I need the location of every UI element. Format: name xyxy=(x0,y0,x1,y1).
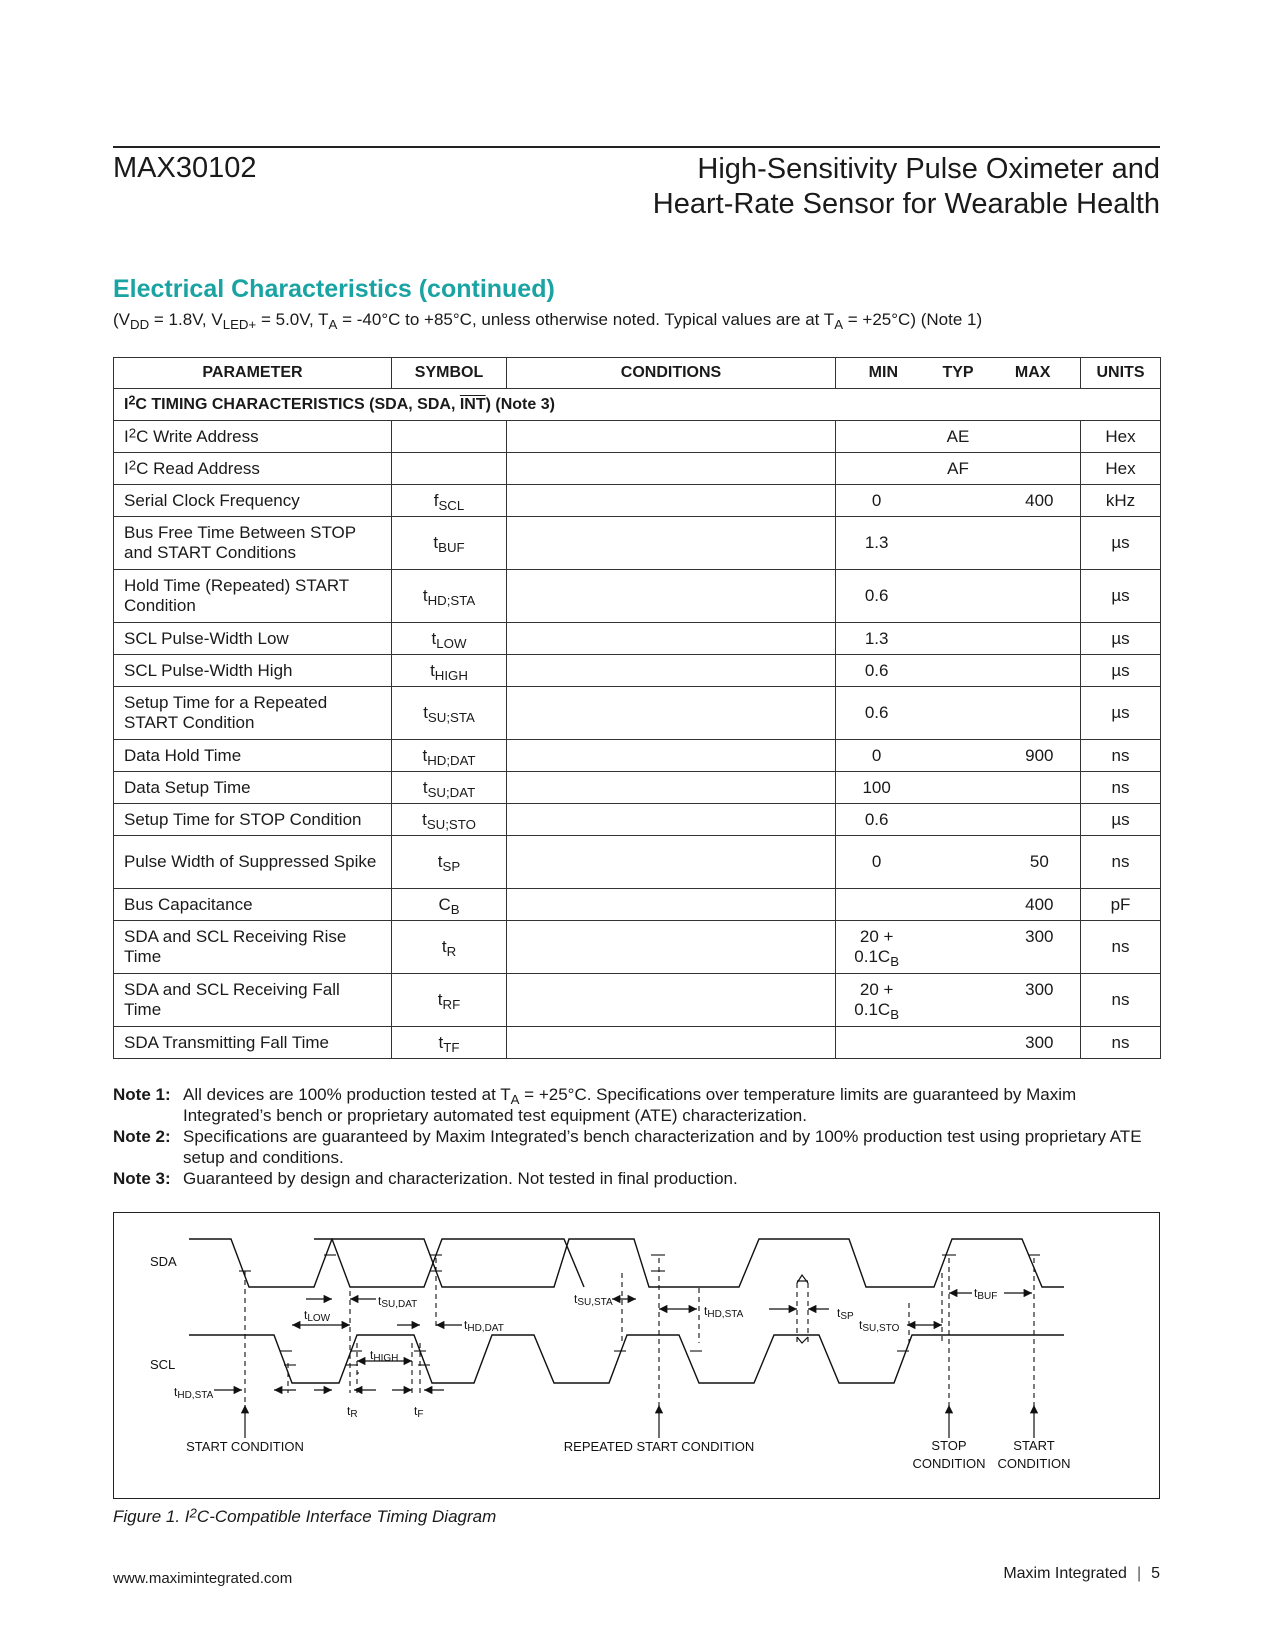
cell-parameter: Pulse Width of Suppressed Spike xyxy=(114,836,392,889)
cell-max: 300 xyxy=(1025,927,1054,946)
start-label: START xyxy=(1013,1438,1055,1453)
note-2: Note 2: Specifications are guaranteed by Maxim Integrated’s bench characterization and by 100% production test using proprietary ATE setup and conditions. xyxy=(113,1127,1142,1167)
cell-typ xyxy=(917,491,998,511)
cell-max xyxy=(999,427,1080,447)
cell-typ xyxy=(917,852,998,872)
cell-units: µs xyxy=(1081,570,1161,623)
cell-max: 300 xyxy=(1025,980,1054,999)
cell-symbol xyxy=(392,453,507,485)
cell-conditions xyxy=(507,570,836,623)
stop-condition-label: CONDITION xyxy=(912,1456,986,1471)
cell-max xyxy=(999,459,1080,479)
cell-conditions xyxy=(507,517,836,570)
cell-min xyxy=(836,1033,917,1053)
cell-max xyxy=(999,661,1080,681)
table-row xyxy=(114,889,1161,921)
cell-min-typ-max xyxy=(836,1027,1081,1059)
table-row xyxy=(114,517,1161,570)
cell-symbol: $t_{SU;STO}$ xyxy=(392,804,507,836)
tsu-sta-label: tSU,STA xyxy=(574,1292,613,1308)
note-3: Note 3: Guaranteed by design and characterization. Not tested in final production. xyxy=(113,1169,738,1188)
cell-max: 300 xyxy=(1025,1032,1054,1052)
cell-conditions xyxy=(507,740,836,772)
thd-dat-label: tHD,DAT xyxy=(464,1318,504,1334)
cell-max xyxy=(999,778,1080,798)
i2c-timing-diagram xyxy=(114,1213,1159,1498)
repeated-start-label: REPEATED START CONDITION xyxy=(563,1439,755,1454)
cell-typ xyxy=(917,778,998,798)
cell-min-typ-max xyxy=(836,889,1081,921)
cell-min xyxy=(836,459,917,479)
table-row xyxy=(114,485,1161,517)
cell-typ: AE xyxy=(946,426,970,446)
cell-min: 0 xyxy=(871,490,882,510)
cell-conditions xyxy=(507,974,836,1027)
cell-min-typ-max xyxy=(836,804,1081,836)
header-min-typ-max: MIN TYP MAX xyxy=(836,358,1081,389)
cell-min-typ-max xyxy=(836,687,1081,740)
cell-parameter: SCL Pulse-Width Low xyxy=(114,623,392,655)
cell-parameter: $I^2C$ Write Address xyxy=(114,421,392,453)
thd-sta-label: tHD,STA xyxy=(704,1304,744,1320)
cell-parameter: SCL Pulse-Width High xyxy=(114,655,392,687)
cell-max: 400 xyxy=(1025,490,1054,510)
cell-min-typ-max xyxy=(836,517,1081,570)
cell-typ xyxy=(917,980,998,1020)
cell-min-typ-max xyxy=(836,623,1081,655)
figure-caption: Figure 1. $I^2C$-Compatible Interface Timing Diagram xyxy=(113,1505,497,1526)
cell-min: $20 + 0.1C_B$ xyxy=(854,927,900,969)
cell-symbol: $t_{SU;STA}$ xyxy=(392,687,507,740)
tbuf-label: tBUF xyxy=(974,1286,998,1302)
cell-symbol: $t_{LOW}$ xyxy=(392,623,507,655)
title-line-1: High-Sensitivity Pulse Oximeter and xyxy=(697,153,1160,185)
cell-parameter: Data Setup Time xyxy=(114,772,392,804)
cell-conditions xyxy=(507,772,836,804)
cell-symbol: $t_{BUF}$ xyxy=(392,517,507,570)
cell-typ xyxy=(917,533,998,553)
cell-parameter: SDA Transmitting Fall Time xyxy=(114,1027,392,1059)
table-row xyxy=(114,421,1161,453)
cell-symbol: $t_R$ xyxy=(392,921,507,974)
cell-typ xyxy=(917,1033,998,1053)
cell-typ: AF xyxy=(947,458,969,478)
cell-max xyxy=(999,533,1080,553)
cell-parameter: Data Hold Time xyxy=(114,740,392,772)
cell-min-typ-max xyxy=(836,836,1081,889)
header-parameter: PARAMETER xyxy=(114,358,392,389)
cell-max xyxy=(999,586,1080,606)
cell-units: ns xyxy=(1081,772,1161,804)
section-title: Electrical Characteristics (continued) xyxy=(113,275,555,303)
cell-symbol: $t_{RF}$ xyxy=(392,974,507,1027)
cell-symbol: $t_{HIGH}$ xyxy=(392,655,507,687)
thd-sta-left-label: tHD,STA xyxy=(174,1385,214,1401)
cell-min-typ-max xyxy=(836,655,1081,687)
cell-min: 0.6 xyxy=(864,809,889,829)
cell-min: 1.3 xyxy=(864,533,889,552)
cell-units: ns xyxy=(1081,921,1161,974)
table-row xyxy=(114,740,1161,772)
cell-typ xyxy=(917,629,998,649)
footer-url[interactable]: www.maximintegrated.com xyxy=(113,1570,293,1587)
cell-units: pF xyxy=(1081,889,1161,921)
cell-parameter: Setup Time for STOP Condition xyxy=(114,804,392,836)
cell-max: 50 xyxy=(1029,852,1049,871)
cell-max xyxy=(999,810,1080,830)
cell-conditions xyxy=(507,1027,836,1059)
start-condition-label: START CONDITION xyxy=(186,1439,304,1454)
note-1: Note 1: All devices are 100% production tested at $T_A = +25^\circ C$. Specifications over temperature limits are guaranteed by Maxim Integrated’s bench or proprietary automated test equipment (ATE) characterization. xyxy=(113,1085,1077,1125)
cell-symbol: $t_{SU;DAT}$ xyxy=(392,772,507,804)
cell-min-typ-max xyxy=(836,421,1081,453)
tsu-sto-label: tSU,STO xyxy=(859,1318,900,1334)
cell-min: $20 + 0.1C_B$ xyxy=(854,980,900,1022)
cell-min: 0.6 xyxy=(864,586,889,605)
cell-symbol: $t_{HD;STA}$ xyxy=(392,570,507,623)
cell-symbol: $t_{SP}$ xyxy=(392,836,507,889)
start-condition-label-2: CONDITION xyxy=(997,1456,1071,1471)
tsp-label: tSP xyxy=(837,1306,854,1322)
cell-typ xyxy=(917,661,998,681)
timing-diagram-frame xyxy=(113,1212,1160,1499)
cell-min-typ-max xyxy=(836,921,1081,974)
cell-symbol: $t_{TF}$ xyxy=(392,1027,507,1059)
header-rule xyxy=(113,146,1160,148)
cell-symbol: $C_B$ xyxy=(392,889,507,921)
cell-conditions xyxy=(507,921,836,974)
cell-units: kHz xyxy=(1081,485,1161,517)
cell-symbol: $f_{SCL}$ xyxy=(392,485,507,517)
cell-conditions xyxy=(507,623,836,655)
group-heading: $I^2C$ TIMING CHARACTERISTICS (SDA, SDA, $\overline{INT}$) (Note 3) xyxy=(114,389,1161,421)
electrical-characteristics-table xyxy=(113,357,1161,1059)
cell-conditions xyxy=(507,655,836,687)
cell-parameter: Bus Capacitance xyxy=(114,889,392,921)
cell-min: 0 xyxy=(871,852,882,871)
cell-units: ns xyxy=(1081,836,1161,889)
cell-typ xyxy=(917,810,998,830)
tf-label: tF xyxy=(414,1404,424,1420)
cell-min-typ-max xyxy=(836,570,1081,623)
cell-units: Hex xyxy=(1081,421,1161,453)
cell-conditions xyxy=(507,804,836,836)
cell-parameter: Hold Time (Repeated) START Condition xyxy=(114,570,392,623)
cell-min-typ-max xyxy=(836,453,1081,485)
cell-units: µs xyxy=(1081,687,1161,740)
cell-typ xyxy=(917,895,998,915)
scl-label: SCL xyxy=(150,1357,176,1372)
test-conditions: ($V_{DD} = 1.8V$, $V_{LED+} = 5.0V$, $T_A = -40^\circ C$ to +85°C, unless otherwise noted. Typical values are at $T_A = +25^\circ C$) (Note 1) xyxy=(113,310,983,332)
cell-min-typ-max xyxy=(836,974,1081,1027)
cell-symbol xyxy=(392,421,507,453)
cell-units: ns xyxy=(1081,974,1161,1027)
cell-typ xyxy=(917,703,998,723)
cell-units: µs xyxy=(1081,655,1161,687)
table-row xyxy=(114,804,1161,836)
cell-conditions xyxy=(507,687,836,740)
table-row xyxy=(114,623,1161,655)
scl-waveform xyxy=(189,1335,1064,1383)
cell-min xyxy=(836,427,917,447)
spike-marker xyxy=(797,1275,808,1343)
cell-min-typ-max xyxy=(836,740,1081,772)
table-row xyxy=(114,772,1161,804)
cell-min-typ-max xyxy=(836,772,1081,804)
sda-label: SDA xyxy=(150,1254,177,1269)
notes xyxy=(113,1084,1163,1189)
title-line-2: Heart-Rate Sensor for Wearable Health xyxy=(652,188,1160,220)
table-row xyxy=(114,687,1161,740)
cell-typ xyxy=(917,586,998,606)
sda-waveform-alt xyxy=(314,1239,584,1287)
cell-min xyxy=(836,895,917,915)
table-row xyxy=(114,921,1161,974)
header-units: UNITS xyxy=(1081,358,1161,389)
cell-conditions xyxy=(507,836,836,889)
header-conditions: CONDITIONS xyxy=(507,358,836,389)
cell-min: 0.6 xyxy=(864,660,889,680)
cell-max: 900 xyxy=(1025,745,1054,765)
cell-max: 400 xyxy=(1025,894,1054,914)
cell-parameter: Bus Free Time Between STOP and START Conditions xyxy=(114,517,392,570)
sda-waveform xyxy=(189,1239,1064,1287)
cell-min-typ-max xyxy=(836,485,1081,517)
cell-units: Hex xyxy=(1081,453,1161,485)
cell-typ xyxy=(917,746,998,766)
cell-typ xyxy=(917,927,998,967)
cell-min: 100 xyxy=(862,777,891,797)
document-title xyxy=(653,152,1160,222)
cell-units: µs xyxy=(1081,804,1161,836)
table-row xyxy=(114,974,1161,1027)
cell-parameter: $I^2C$ Read Address xyxy=(114,453,392,485)
part-number: MAX30102 xyxy=(113,152,257,184)
cell-units: ns xyxy=(1081,1027,1161,1059)
cell-parameter: SDA and SCL Receiving Fall Time xyxy=(114,974,392,1027)
cell-min: 1.3 xyxy=(864,628,889,648)
cell-conditions xyxy=(507,889,836,921)
cell-parameter: SDA and SCL Receiving Rise Time xyxy=(114,921,392,974)
cell-min: 0 xyxy=(871,745,882,765)
cell-parameter: Serial Clock Frequency xyxy=(114,485,392,517)
cell-units: ns xyxy=(1081,740,1161,772)
table-row xyxy=(114,453,1161,485)
cell-conditions xyxy=(507,485,836,517)
thigh-label: tHIGH xyxy=(370,1348,399,1364)
cell-conditions xyxy=(507,453,836,485)
table-row xyxy=(114,655,1161,687)
table-row xyxy=(114,836,1161,889)
cell-max xyxy=(999,703,1080,723)
tsu-dat-label: tSU,DAT xyxy=(378,1294,418,1310)
table-row xyxy=(114,1027,1161,1059)
footer-page-info: Maxim Integrated | 5 xyxy=(1003,1565,1160,1582)
cell-max xyxy=(999,629,1080,649)
cell-conditions xyxy=(507,421,836,453)
header-symbol: SYMBOL xyxy=(392,358,507,389)
stop-label: STOP xyxy=(931,1438,967,1453)
table-row xyxy=(114,570,1161,623)
cell-units: µs xyxy=(1081,623,1161,655)
cell-min: 0.6 xyxy=(864,703,889,722)
cell-parameter: Setup Time for a Repeated START Condition xyxy=(114,687,392,740)
cell-units: µs xyxy=(1081,517,1161,570)
tlow-label: tLOW xyxy=(304,1308,331,1324)
cell-symbol: $t_{HD;DAT}$ xyxy=(392,740,507,772)
tr-label: tR xyxy=(347,1404,358,1420)
